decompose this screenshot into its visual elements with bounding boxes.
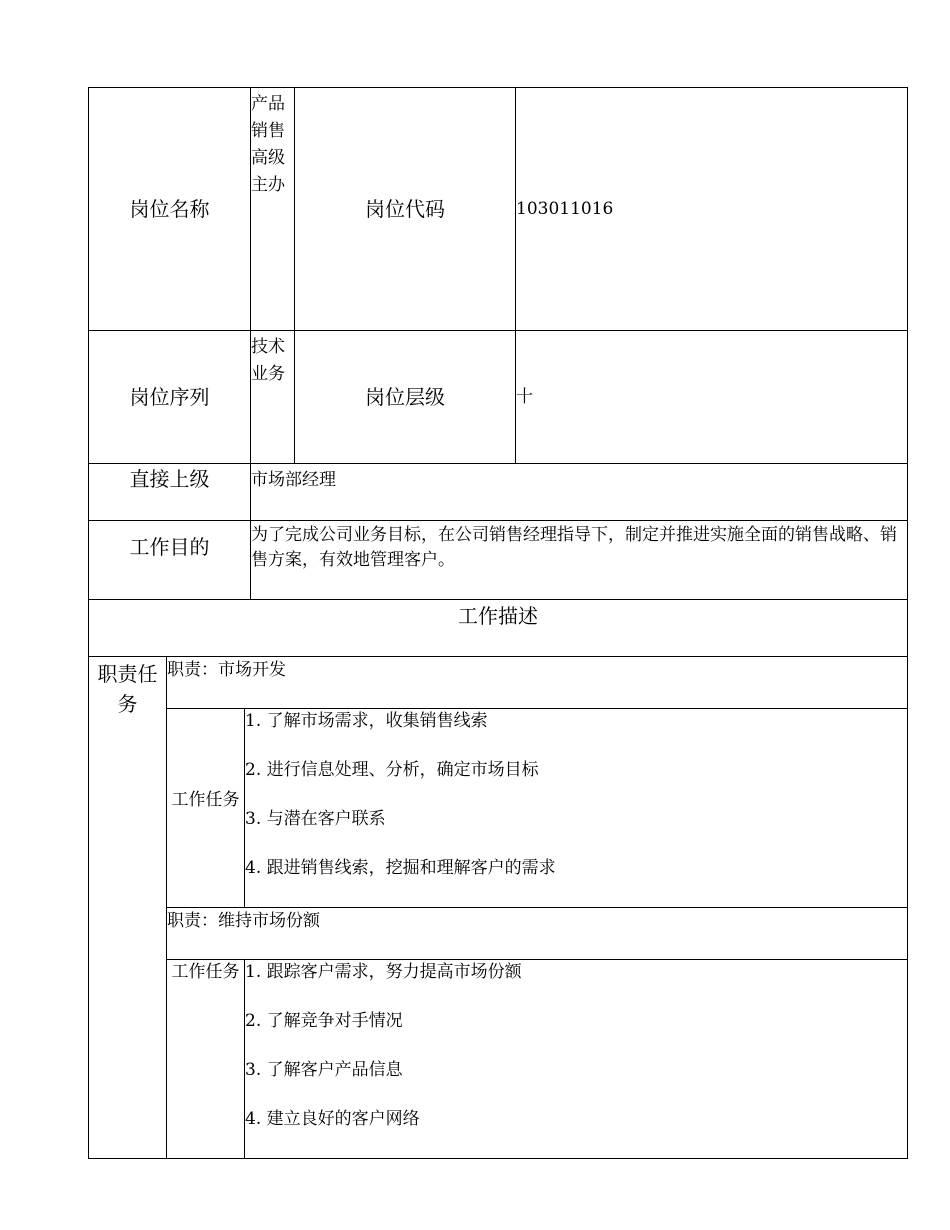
- post-name-label: 岗位名称: [89, 88, 251, 331]
- post-sequence-label: 岗位序列: [89, 331, 251, 464]
- list-item: 3. 了解客户产品信息: [245, 1060, 403, 1080]
- post-code-value: 103011016: [516, 88, 908, 331]
- list-item: 1. 跟踪客户需求，努力提高市场份额: [245, 962, 522, 982]
- supervisor-label: 直接上级: [89, 464, 251, 521]
- purpose-value: 为了完成公司业务目标，在公司销售经理指导下，制定并推进实施全面的销售战略、销售方案，有效地管理客户。: [251, 521, 908, 600]
- task-label: 工作任务: [167, 709, 245, 908]
- task-label: 工作任务: [167, 960, 245, 1159]
- list-item: 2. 了解竞争对手情况: [245, 1011, 403, 1031]
- duty-title: 职责：维持市场份额: [167, 908, 908, 960]
- purpose-label: 工作目的: [89, 521, 251, 600]
- post-sequence-value: 技术业务: [251, 331, 295, 464]
- duties-label: 职责任务: [89, 657, 167, 1159]
- list-item: 4. 跟进销售线索，挖掘和理解客户的需求: [245, 858, 556, 878]
- list-item: 4. 建立良好的客户网络: [245, 1109, 420, 1129]
- task-list: [245, 709, 908, 908]
- job-description-table: [88, 87, 908, 1159]
- post-name-value: 产品销售高级主办: [251, 88, 295, 331]
- list-item: 2. 进行信息处理、分析，确定市场目标: [245, 760, 539, 780]
- post-code-label: 岗位代码: [295, 88, 516, 331]
- supervisor-value: 市场部经理: [251, 464, 908, 521]
- post-level-label: 岗位层级: [295, 331, 516, 464]
- task-list: [245, 960, 908, 1159]
- post-level-value: 十: [516, 331, 908, 464]
- work-description-header: 工作描述: [89, 600, 908, 657]
- list-item: 3. 与潜在客户联系: [245, 809, 386, 829]
- list-item: 1. 了解市场需求，收集销售线索: [245, 711, 488, 731]
- duty-title: 职责：市场开发: [167, 657, 908, 709]
